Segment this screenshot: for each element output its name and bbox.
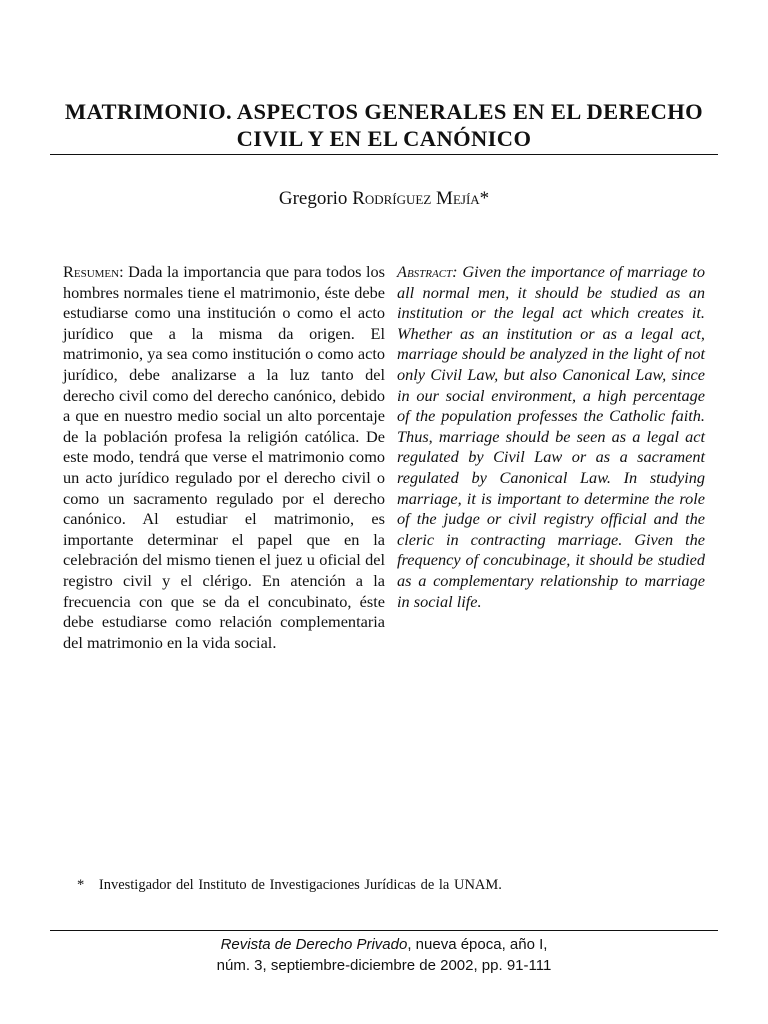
title-line-2: CIVIL Y EN EL CANÓNICO — [236, 126, 532, 151]
abstract-paragraph — [397, 262, 705, 612]
footer-rule — [50, 930, 718, 931]
journal-pages: núm. 3, septiembre-diciembre de 2002, pp. 91-111 — [216, 957, 552, 974]
footnote — [77, 877, 502, 894]
author-first-name: Gregorio — [278, 188, 348, 209]
resumen-text: Dada la importancia que para todos los hombres normales tiene el matrimonio, éste debe estudiarse como una institución o como el acto jurídico que a la misma da origen. El matrimonio, ya sea como institución o como acto jurídico, debe analizarse a la luz tanto del derecho civil como del derecho canónico, debido a que en nuestro medio social un alto porcentaje de la población profesa la religión católica. De este modo, tendrá que verse el matrimonio como un acto jurídico regulado por el derecho civil o como un sacramento regulado por el derecho canónico. Al estudiar el matrimonio, es importante determinar el papel que en la celebración del mismo tienen el juez u oficial del registro civil y el clérigo. En atención a la frecuencia con que se da el concubinato, éste debe estudiarse como relación complementaria del matrimonio en la vida social. — [63, 262, 385, 652]
article-title — [50, 98, 718, 152]
title-line-1: MATRIMONIO. ASPECTOS GENERALES EN EL DERECHO — [64, 99, 704, 124]
journal-name: Revista de Derecho Privado — [220, 936, 408, 953]
journal-citation — [0, 934, 768, 976]
abstract-label: Abstract: — [397, 262, 458, 281]
abstract-text: Given the importance of marriage to all normal men, it should be studied as an institution or the legal act which creates it. Whether as an institution or as a legal act, marriage should be analyzed in the light of not only Civil Law, but also Canonical Law, since in our social environment, a high percentage of the population professes the Catholic faith. Thus, marriage should be seen as a legal act regulated by Civil Law or as a sacrament regulated by Canonical Law. In studying marriage, it is important to determine the role of the judge or civil registry official and the cleric in contracting marriage. Given the frequency of concubinage, it should be studied as a complementary relationship to marriage in social life. — [397, 262, 706, 611]
author-line — [0, 188, 768, 210]
title-rule — [50, 154, 718, 155]
footnote-mark: * — [77, 877, 85, 893]
footnote-text: Investigador del Instituto de Investigaciones Jurídicas de la UNAM. — [98, 877, 502, 893]
resumen-paragraph — [63, 262, 385, 653]
author-footnote-mark: * — [479, 188, 490, 209]
author-surname: Rodríguez Mejía — [352, 188, 480, 209]
journal-issue: , nueva época, año I, — [407, 936, 548, 953]
resumen-label: Resumen: — [63, 262, 124, 281]
